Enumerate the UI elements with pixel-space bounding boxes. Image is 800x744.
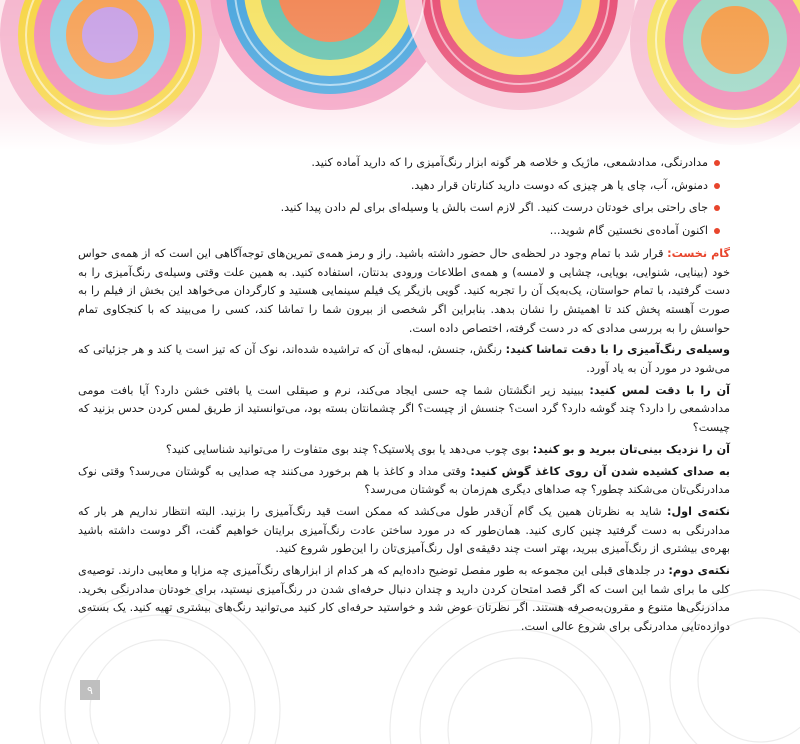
paragraph-heading: نکته‌ی دوم: <box>668 564 730 578</box>
preparation-list <box>78 152 730 243</box>
paragraph-text: در جلدهای قبلی این مجموعه به طور مفصل توضیح داده‌ایم که هر کدام از ابزارهای رنگ‌آمیزی چه مزایا و معایبی دارند. توصیه‌ی کلی ما برای شما این است که اگر قصد امتحان کردن دارید و چندان دنبال حرفه‌ای شدن در رنگ‌آمیزی نیستید، برای خودتان مدادرنگی بخرید. مدادرنگی‌ها متنوع و مقرون‌به‌صرفه هستند. اگر نظرتان عوض شد و خواستید حرفه‌ای کار کنید می‌توانید رنگ‌های بیشتری تهیه کنید. یک بسته‌ی دوازده‌تایی مدادرنگی برای شروع عالی است. <box>78 564 730 634</box>
list-item: دمنوش، آب، چای یا هر چیزی که دوست دارید کنارتان قرار دهید. <box>78 175 708 198</box>
paragraph-text: قرار شد با تمام وجود در لحظه‌ی حال حضور داشته باشید. راز و رمز همه‌ی تمرین‌های توجه‌آگاهی این است که از همه‌ی حواس خود (بینایی، شنوایی، بویایی، چشایی و لامسه) و همه‌ی اطلاعات ورودی بدنتان، استفاده کنید. به همین علت وقتی وسیله‌ی رنگ‌آمیزی را به دست گرفتید، با تمام حواستان، یک‌به‌یک آن را تجربه کنید. گویی بازیگر یک فیلم سینمایی هستید و کارگردان می‌خواهد این بخش از فیلم را به صورت آهسته پخش کند تا اهمیتش را نشان بدهد. بنابراین اگر شخصی از بیرون شما را تماشا کند، کسی را می‌بیند که با کنجکاوی تمام حواسش را به بررسی مدادی که در دست گرفته، اختصاص داده است. <box>78 246 730 335</box>
paragraph-text: شاید به نظرتان همین یک گام آن‌قدر طول می‌کشد که ممکن است قید رنگ‌آمیزی را بزنید. البته انتظار نداریم هر بار که مدادرنگی به دست گرفتید چنین کاری کنید. همان‌طور که در مورد ساختن عادت رنگ‌آمیزی برایتان خواهیم گفت، اگر دوست داشته باشید بهره‌ی بیشتری از رنگ‌آمیزی ببرید، بهتر است چند دقیقه‌ی اول رنگ‌آمیزی‌تان را این‌طور شروع کنید. <box>78 504 730 556</box>
paragraph-look <box>78 341 730 378</box>
paragraph-smell <box>78 441 730 460</box>
article-body <box>78 152 730 640</box>
list-item: جای راحتی برای خودتان درست کنید. اگر لازم است بالش یا وسیله‌ای برای لم دادن پیدا کنید. <box>78 197 708 220</box>
paragraph-heading: نکته‌ی اول: <box>667 504 730 518</box>
paragraph-heading: وسیله‌ی رنگ‌آمیزی را با دقت تماشا کنید: <box>505 343 730 357</box>
paragraph-heading: آن را نزدیک بینی‌تان ببرید و بو کنید: <box>532 442 730 456</box>
paragraph-listen <box>78 463 730 500</box>
paragraph-note-two <box>78 562 730 637</box>
list-item: مدادرنگی، مدادشمعی، ماژیک و خلاصه هر گونه ابزار رنگ‌آمیزی را که دارید آماده کنید. <box>78 152 708 175</box>
paragraph-text: رنگش، جنسش، لبه‌های آن که تراشیده شده‌اند، نوک آن که تیز است یا کند و هر جزئیاتی که می‌شود در مورد آن به یاد آورد. <box>78 343 730 376</box>
paragraph-text: وقتی مداد و کاغذ با هم برخورد می‌کنند چه صدایی به گوشتان می‌رسد؟ وقتی نوک مدادرنگی‌تان می‌شکند چطور؟ چه صداهای دیگری هم‌زمان به گوشتان می‌رسد؟ <box>78 464 730 497</box>
paragraph-first-step <box>78 245 730 339</box>
paragraph-touch <box>78 382 730 438</box>
paragraph-note-one <box>78 503 730 559</box>
mandala-header-art <box>0 0 800 150</box>
paragraph-heading: آن را با دقت لمس کنید: <box>589 383 730 397</box>
paragraph-text: ببینید زیر انگشتان شما چه حسی ایجاد می‌کند، نرم و صیقلی است یا بافتی خشن دارد؟ آیا بافت مومی مدادشمعی را دارد؟ چند گوشه دارد؟ گرد است؟ جنسش از چیست؟ اگر چشمانتان بسته بود، می‌توانستید از طریق لمس کردن حدس بزنید که چیست؟ <box>78 383 730 435</box>
paragraph-text: بوی چوب می‌دهد یا بوی پلاستیک؟ چند بوی متفاوت را می‌توانید شناسایی کنید؟ <box>165 442 533 456</box>
paragraph-heading: گام نخست: <box>667 246 730 260</box>
page-number-badge: ۹ <box>80 680 100 700</box>
paragraph-heading: به صدای کشیده شدن آن روی کاغذ گوش کنید: <box>470 464 731 478</box>
list-item: اکنون آماده‌ی نخستین گام شوید... <box>78 220 708 243</box>
